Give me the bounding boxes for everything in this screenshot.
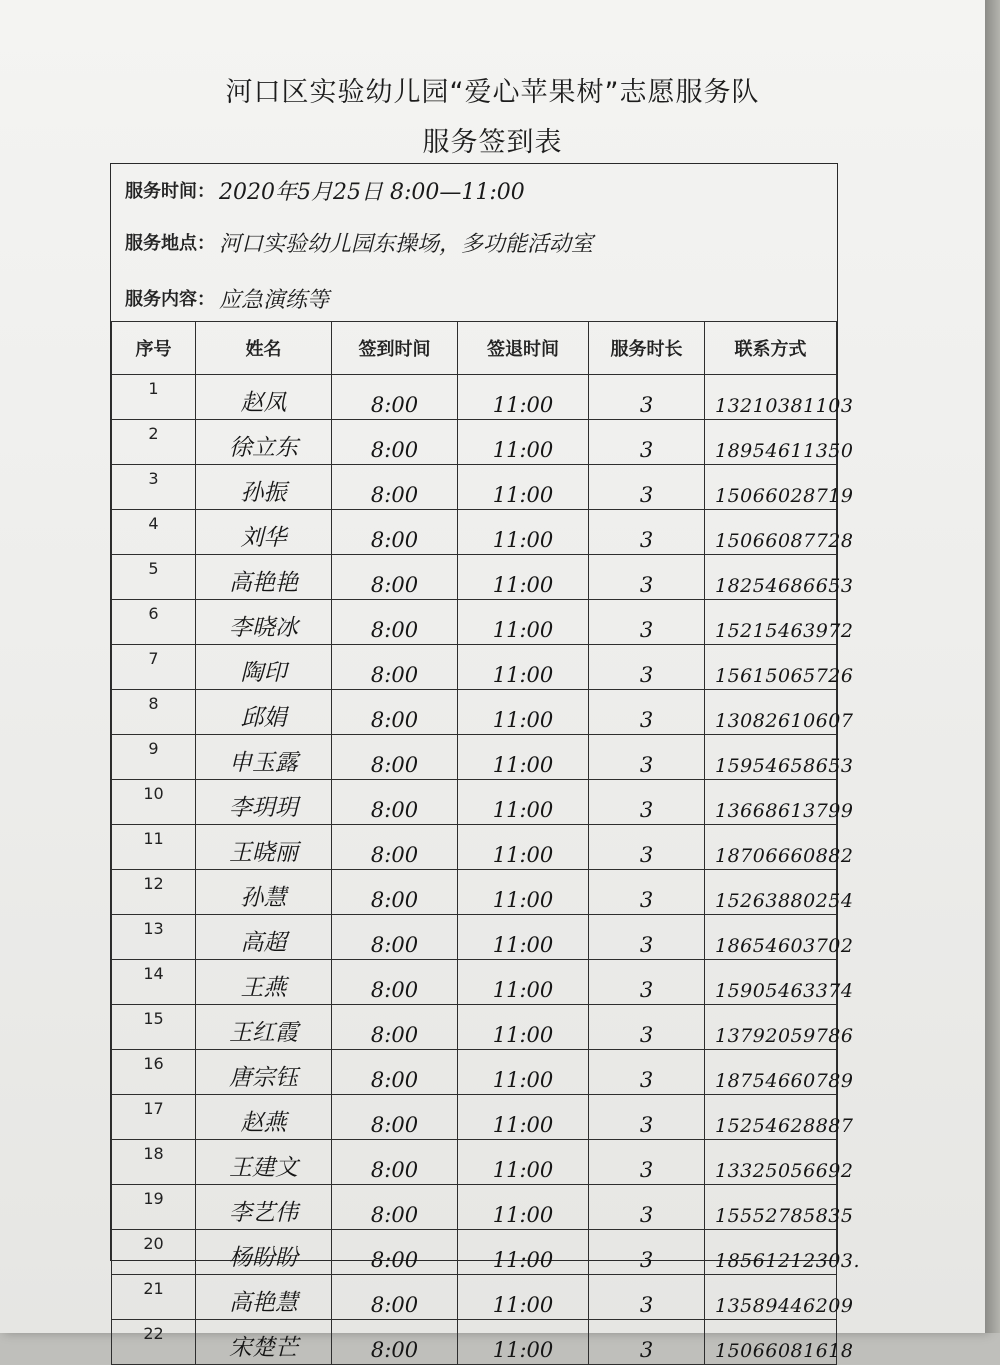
cell-number: 14 <box>112 960 196 1005</box>
cell-contact: 13792059786 <box>705 1005 837 1050</box>
cell-name: 李艺伟 <box>196 1185 332 1230</box>
cell-number: 9 <box>112 735 196 780</box>
service-content-value: 应急演练等 <box>219 287 330 313</box>
cell-number: 20 <box>112 1230 196 1275</box>
cell-service-hours: 3 <box>589 915 705 960</box>
service-time-row <box>125 170 525 210</box>
cell-service-hours: 3 <box>589 690 705 735</box>
table-row <box>112 870 837 915</box>
cell-name: 刘华 <box>196 510 332 555</box>
cell-service-hours: 3 <box>589 1005 705 1050</box>
cell-sign-in-time: 8:00 <box>332 1230 458 1275</box>
cell-number: 17 <box>112 1095 196 1140</box>
cell-sign-out-time: 11:00 <box>458 1275 589 1320</box>
cell-sign-in-time: 8:00 <box>332 735 458 780</box>
cell-number: 7 <box>112 645 196 690</box>
cell-sign-in-time: 8:00 <box>332 600 458 645</box>
table-row <box>112 1005 837 1050</box>
table-row <box>112 1230 837 1275</box>
cell-sign-in-time: 8:00 <box>332 915 458 960</box>
cell-contact: 15552785835 <box>705 1185 837 1230</box>
cell-contact: 15615065726 <box>705 645 837 690</box>
cell-sign-out-time: 11:00 <box>458 735 589 780</box>
service-place-label: 服务地点： <box>125 233 215 254</box>
cell-number: 15 <box>112 1005 196 1050</box>
cell-service-hours: 3 <box>589 960 705 1005</box>
cell-contact: 13589446209 <box>705 1275 837 1320</box>
table-row <box>112 1275 837 1320</box>
cell-name: 陶印 <box>196 645 332 690</box>
cell-sign-in-time: 8:00 <box>332 780 458 825</box>
cell-sign-out-time: 11:00 <box>458 1185 589 1230</box>
cell-contact: 15066087728 <box>705 510 837 555</box>
cell-sign-out-time: 11:00 <box>458 1050 589 1095</box>
cell-number: 16 <box>112 1050 196 1095</box>
cell-name: 申玉露 <box>196 735 332 780</box>
cell-sign-in-time: 8:00 <box>332 465 458 510</box>
cell-contact: 18954611350 <box>705 420 837 465</box>
cell-contact: 13325056692 <box>705 1140 837 1185</box>
cell-sign-in-time: 8:00 <box>332 825 458 870</box>
cell-number: 1 <box>112 375 196 420</box>
document-title: 河口区实验幼儿园“爱心苹果树”志愿服务队 <box>225 77 760 108</box>
cell-name: 王晓丽 <box>196 825 332 870</box>
cell-number: 11 <box>112 825 196 870</box>
table-row <box>112 645 837 690</box>
cell-service-hours: 3 <box>589 1140 705 1185</box>
cell-name: 赵燕 <box>196 1095 332 1140</box>
cell-sign-in-time: 8:00 <box>332 510 458 555</box>
cell-sign-in-time: 8:00 <box>332 420 458 465</box>
cell-sign-in-time: 8:00 <box>332 375 458 420</box>
cell-service-hours: 3 <box>589 555 705 600</box>
cell-sign-out-time: 11:00 <box>458 780 589 825</box>
cell-sign-out-time: 11:00 <box>458 690 589 735</box>
cell-number: 3 <box>112 465 196 510</box>
cell-contact: 18706660882 <box>705 825 837 870</box>
cell-service-hours: 3 <box>589 870 705 915</box>
table-row <box>112 465 837 510</box>
cell-contact: 13082610607 <box>705 690 837 735</box>
cell-contact: 13210381103 <box>705 375 837 420</box>
cell-sign-out-time: 11:00 <box>458 1320 589 1365</box>
cell-name: 高艳艳 <box>196 555 332 600</box>
cell-service-hours: 3 <box>589 735 705 780</box>
cell-contact: 15066081618 <box>705 1320 837 1365</box>
cell-service-hours: 3 <box>589 825 705 870</box>
table-row <box>112 375 837 420</box>
cell-name: 赵凤 <box>196 375 332 420</box>
cell-service-hours: 3 <box>589 1275 705 1320</box>
cell-service-hours: 3 <box>589 1050 705 1095</box>
cell-service-hours: 3 <box>589 1320 705 1365</box>
cell-contact: 18561212303. <box>705 1230 837 1275</box>
cell-sign-out-time: 11:00 <box>458 1140 589 1185</box>
table-row <box>112 1320 837 1365</box>
table-row <box>112 1185 837 1230</box>
cell-contact: 15263880254 <box>705 870 837 915</box>
header-sign-out-time: 签退时间 <box>458 322 589 375</box>
cell-sign-out-time: 11:00 <box>458 465 589 510</box>
service-time-value: 2020年5月25日 8:00—11:00 <box>219 179 525 205</box>
cell-number: 22 <box>112 1320 196 1365</box>
cell-name: 宋楚芒 <box>196 1320 332 1365</box>
cell-sign-in-time: 8:00 <box>332 1095 458 1140</box>
header-contact: 联系方式 <box>705 322 837 375</box>
cell-sign-out-time: 11:00 <box>458 1095 589 1140</box>
cell-sign-out-time: 11:00 <box>458 960 589 1005</box>
cell-sign-out-time: 11:00 <box>458 420 589 465</box>
cell-name: 王建文 <box>196 1140 332 1185</box>
cell-name: 高艳慧 <box>196 1275 332 1320</box>
cell-number: 13 <box>112 915 196 960</box>
service-place-value: 河口实验幼儿园东操场，多功能活动室 <box>219 231 594 257</box>
cell-sign-in-time: 8:00 <box>332 1320 458 1365</box>
cell-service-hours: 3 <box>589 510 705 555</box>
table-row <box>112 555 837 600</box>
cell-sign-out-time: 11:00 <box>458 645 589 690</box>
cell-name: 杨盼盼 <box>196 1230 332 1275</box>
cell-service-hours: 3 <box>589 645 705 690</box>
cell-sign-out-time: 11:00 <box>458 555 589 600</box>
table-header-row <box>112 322 837 375</box>
cell-sign-out-time: 11:00 <box>458 1230 589 1275</box>
cell-sign-out-time: 11:00 <box>458 1005 589 1050</box>
table-row <box>112 735 837 780</box>
cell-service-hours: 3 <box>589 420 705 465</box>
table-row <box>112 1050 837 1095</box>
cell-sign-out-time: 11:00 <box>458 915 589 960</box>
cell-contact: 18754660789 <box>705 1050 837 1095</box>
document-subtitle: 服务签到表 <box>422 127 563 158</box>
cell-sign-in-time: 8:00 <box>332 870 458 915</box>
service-content-label: 服务内容： <box>125 289 215 310</box>
cell-number: 2 <box>112 420 196 465</box>
cell-service-hours: 3 <box>589 1095 705 1140</box>
cell-sign-in-time: 8:00 <box>332 1140 458 1185</box>
table-row <box>112 1140 837 1185</box>
cell-sign-in-time: 8:00 <box>332 1185 458 1230</box>
cell-contact: 15954658653 <box>705 735 837 780</box>
cell-name: 孙振 <box>196 465 332 510</box>
cell-contact: 15905463374 <box>705 960 837 1005</box>
service-place-row <box>125 222 593 262</box>
cell-sign-out-time: 11:00 <box>458 510 589 555</box>
cell-number: 4 <box>112 510 196 555</box>
header-service-hours: 服务时长 <box>589 322 705 375</box>
cell-sign-out-time: 11:00 <box>458 825 589 870</box>
table-row <box>112 420 837 465</box>
service-time-label: 服务时间： <box>125 181 215 202</box>
table-row <box>112 600 837 645</box>
cell-service-hours: 3 <box>589 1230 705 1275</box>
cell-number: 21 <box>112 1275 196 1320</box>
cell-sign-in-time: 8:00 <box>332 555 458 600</box>
cell-contact: 15254628887 <box>705 1095 837 1140</box>
cell-name: 高超 <box>196 915 332 960</box>
cell-contact: 13668613799 <box>705 780 837 825</box>
sign-in-form <box>110 163 861 1362</box>
cell-name: 唐宗钰 <box>196 1050 332 1095</box>
cell-sign-out-time: 11:00 <box>458 600 589 645</box>
cell-service-hours: 3 <box>589 465 705 510</box>
cell-sign-in-time: 8:00 <box>332 690 458 735</box>
cell-sign-in-time: 8:00 <box>332 1275 458 1320</box>
cell-number: 8 <box>112 690 196 735</box>
cell-contact: 18654603702 <box>705 915 837 960</box>
cell-name: 王燕 <box>196 960 332 1005</box>
table-row <box>112 780 837 825</box>
cell-service-hours: 3 <box>589 780 705 825</box>
cell-sign-in-time: 8:00 <box>332 1005 458 1050</box>
cell-name: 孙慧 <box>196 870 332 915</box>
cell-number: 18 <box>112 1140 196 1185</box>
cell-sign-in-time: 8:00 <box>332 645 458 690</box>
table-row <box>112 1095 837 1140</box>
header-number: 序号 <box>112 322 196 375</box>
table-row <box>112 690 837 735</box>
table-row <box>112 825 837 870</box>
cell-name: 邱娟 <box>196 690 332 735</box>
cell-contact: 18254686653 <box>705 555 837 600</box>
cell-number: 5 <box>112 555 196 600</box>
table-row <box>112 960 837 1005</box>
cell-sign-in-time: 8:00 <box>332 1050 458 1095</box>
cell-service-hours: 3 <box>589 1185 705 1230</box>
cell-number: 19 <box>112 1185 196 1230</box>
cell-name: 徐立东 <box>196 420 332 465</box>
cell-contact: 15215463972 <box>705 600 837 645</box>
cell-contact: 15066028719 <box>705 465 837 510</box>
table-row <box>112 510 837 555</box>
cell-service-hours: 3 <box>589 600 705 645</box>
cell-number: 12 <box>112 870 196 915</box>
background-edge <box>985 0 1000 1333</box>
cell-sign-in-time: 8:00 <box>332 960 458 1005</box>
cell-number: 10 <box>112 780 196 825</box>
header-name: 姓名 <box>196 322 332 375</box>
sign-in-table <box>111 321 861 1365</box>
cell-number: 6 <box>112 600 196 645</box>
cell-sign-out-time: 11:00 <box>458 375 589 420</box>
cell-service-hours: 3 <box>589 375 705 420</box>
cell-name: 李晓冰 <box>196 600 332 645</box>
table-row <box>112 915 837 960</box>
header-sign-in-time: 签到时间 <box>332 322 458 375</box>
cell-name: 王红霞 <box>196 1005 332 1050</box>
cell-name: 李玥玥 <box>196 780 332 825</box>
cell-sign-out-time: 11:00 <box>458 870 589 915</box>
service-content-row <box>125 278 329 318</box>
